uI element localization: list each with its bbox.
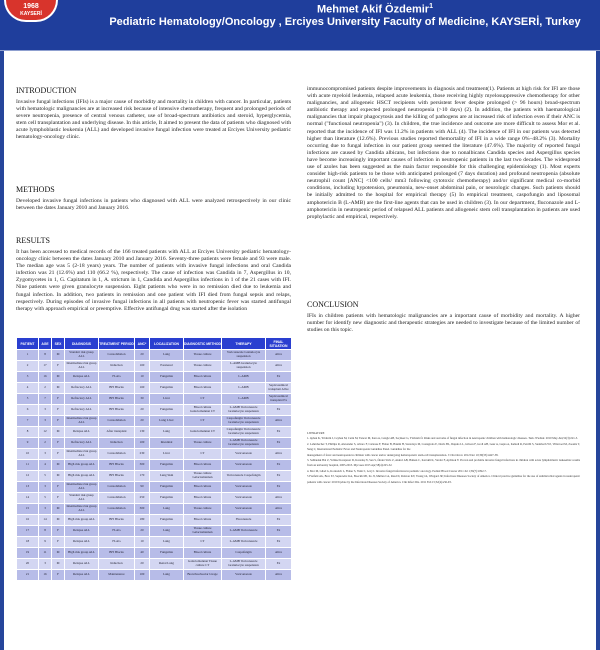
- table-cell: Alive: [266, 350, 292, 361]
- table-cell: High risk group ALL: [65, 548, 99, 559]
- table-row: [17, 449, 292, 460]
- table-cell: Alive: [266, 449, 292, 460]
- table-row: [17, 537, 292, 548]
- table-cell: Renal Lung: [150, 559, 184, 570]
- table-cell: High risk group ALL: [65, 460, 99, 471]
- table-cell: 3: [39, 405, 52, 416]
- introduction-heading: INTRODUCTION: [16, 86, 77, 95]
- author-name: Mehmet Akif Özdemir: [317, 3, 430, 16]
- table-cell: L-AMB Voriconazole: [222, 526, 266, 537]
- table-cell: Fungemia: [150, 460, 184, 471]
- table-cell: BFI Blocks: [99, 460, 135, 471]
- table-cell: Induction: [99, 438, 135, 449]
- table-cell: High risk group ALL: [65, 471, 99, 482]
- table-cell: 12: [17, 471, 39, 482]
- right-border: [596, 51, 600, 650]
- table-cell: Fungemia: [150, 405, 184, 416]
- table-cell: 2: [39, 438, 52, 449]
- table-cell: 10: [17, 449, 39, 460]
- table-cell: Blood culture: [184, 460, 222, 471]
- table-cell: Fungemia: [150, 493, 184, 504]
- table-cell: F: [52, 526, 65, 537]
- table-cell: CT: [184, 449, 222, 460]
- table-cell: FLAG: [99, 537, 135, 548]
- table-cell: Fluconazole: [222, 515, 266, 526]
- table-cell: Alive: [266, 570, 292, 581]
- table-cell: Alive: [266, 548, 292, 559]
- table-cell: Relapse ALL: [65, 372, 99, 383]
- table-cell: 11: [39, 548, 52, 559]
- table-cell: 7: [17, 416, 39, 427]
- reference-item: 2. Lehrnbecher T, Phillips R, Alexander S, Alvaro F, Carlesse F, Fisher B, Hakim H, Santolaya M, Castagnola E, Davis BL, Dupuis LL, Gibson F, Groll AH, Gaur A, Gupta A, Kebudi R, Petrilli S, Steinbach WJ, Villarroel M, Zaoutis T, Sung L; International Pediatric Fever and Neutropenia Guideline Panel. Guideline for the: [307, 441, 580, 452]
- right-column: [307, 86, 580, 221]
- table-cell: Tissue culture Galactomannan: [184, 471, 222, 482]
- table-cell: L-AMB: [222, 383, 266, 394]
- table-cell: CT: [184, 416, 222, 427]
- table-row: [17, 405, 292, 416]
- table-header-cell: TREATMENT PERIOD: [99, 338, 135, 350]
- table-cell: Caspofungin Voriconazole Granulocyte suspension: [222, 416, 266, 427]
- table-cell: Ex: [266, 372, 292, 383]
- patient-table-wrapper: [16, 337, 291, 581]
- table-cell: L-AMB: [222, 394, 266, 405]
- table-cell: Intermediate risk group ALL: [65, 416, 99, 427]
- table-cell: 2: [39, 383, 52, 394]
- table-cell: 8: [17, 427, 39, 438]
- table-cell: Ex: [266, 526, 292, 537]
- table-cell: Consolidation: [99, 493, 135, 504]
- table-cell: L-AMB Voriconazole Granulocyte suspension: [222, 438, 266, 449]
- table-cell: Induction: [99, 559, 135, 570]
- table-cell: BFI Blocks: [99, 394, 135, 405]
- table-cell: F: [52, 416, 65, 427]
- table-cell: 11: [17, 460, 39, 471]
- table-cell: 2: [17, 361, 39, 372]
- table-cell: Lung: [150, 427, 184, 438]
- table-cell: 4: [39, 460, 52, 471]
- table-cell: BFI Blocks: [99, 471, 135, 482]
- table-cell: 3: [39, 449, 52, 460]
- table-cell: Lung: [150, 350, 184, 361]
- table-cell: Blood culture: [184, 515, 222, 526]
- table-cell: 13: [17, 482, 39, 493]
- table-cell: High risk group ALL: [65, 515, 99, 526]
- table-cell: 3: [39, 559, 52, 570]
- table-cell: 5: [17, 394, 39, 405]
- table-cell: Relapse ALL: [65, 526, 99, 537]
- table-cell: 180: [135, 515, 150, 526]
- table-cell: Galactomannan Tissue culture CT: [184, 559, 222, 570]
- poster-header: [0, 0, 600, 50]
- table-cell: Tissue culture: [184, 504, 222, 515]
- reference-item: 4. Mor M, Gilad G, Kornreich L, Fisher S, Yaniv I, Levy I. Invasive fungal infections in pediatric oncology. Pediatr Blood Cancer 2011 Jul 1;56(7):1092-7.: [307, 468, 487, 473]
- table-cell: 3: [39, 504, 52, 515]
- table-cell: 10: [135, 372, 150, 383]
- table-row: [17, 350, 292, 361]
- table-cell: 20: [135, 350, 150, 361]
- table-header-cell: PATIENT: [17, 338, 39, 350]
- table-cell: 20: [17, 559, 39, 570]
- table-cell: 19: [17, 548, 39, 559]
- table-cell: Ex: [266, 559, 292, 570]
- table-cell: 16: [39, 372, 52, 383]
- table-cell: CT: [184, 537, 222, 548]
- methods-section: [16, 185, 291, 212]
- table-cell: F: [52, 449, 65, 460]
- table-cell: L-AMB Voriconazole Granulocyte suspension: [222, 405, 266, 416]
- table-cell: F: [52, 361, 65, 372]
- table-body: [17, 350, 292, 581]
- table-cell: 230: [135, 449, 150, 460]
- introduction-text: Invasive fungal infections (IFIs) is a major cause of morbidity and mortality in children with cancer. In particular, patients with hematologic malignancies are at increased risk because of intensive chemotherapy, frequent and prolonged periods of severe neutropenia, presence of central venous catheter, use of broad-spectrum antibiotics and steroid, hyperglycemia, stem cell transplantation and underlying disease. In this article, It aimed to present the data of patients who diagnosed with acute lymphoblastic leukemia (ALL) and developed invasive fungal infection were treated at Erciyes University pediatric hematology-oncology clinic.: [16, 99, 291, 141]
- table-cell: 160: [135, 383, 150, 394]
- discussion-text: immunocompromised patients despite improvements in diagnosis and treatment(1). Patients at high risk for IFI are those with acute myeloid leukemia, relapsed acute leukemia, those receiving highly myelosuppressive chemotherapy for other malignancies, and allogeneic HSCT recipients with persistent fever despite prolonged (> 96 hours) broad-spectrum antibiotic therapy and expected prolonged neutropenia (>10 days) (2). In addition, the patients with haematological malignancies that impair phagocytosis and the killing of pathogens are at increased risk of infection even if their ANC is normal ("functional neutropenia") (3). In children, the true incidence and outcome are more difficult to assess Mor et al. reported that the incidence of IFI was 11.2% in patients with ALL (4). The incidence of IFI in our patients was detected higher than literature (12.6%). Previous studies reported themortality of IFI in a wide range 0%–48.2% (3). Mortality occurring due to fungal infection in our patient group seemed the literature (47.6%). The majority of reported fungal infections are caused by Candida albicans, but infections due to nonalbicans Candida species and Aspergillus species have become increasingly important causes of infection in neutropenic patients in the last two decades. The widespread use of azoles has been suggested as the main factor responsible for this challenging epidemiology (1). Most experts consider high-risk patients to be those with anticipated prolonged (7 days duration) and profound neutropenia (absolute neutrophil count [ANC] <100 cells/ mm3 following cytotoxic chemotherapy) and/or significant medical co-morbid conditions, including hypotension, pneumonia, new-onset abdominal pain, or neurologic changes. Such patients should be initially admitted to the hospital for empirical therapy (5) In empirical treatment, caspofungin and liposomal amphotericin B (L-AMB) are the first-line agents that can be used in children (3). In our department, fluconazole and L-amphotericin in neutropenic period of relapsed ALL patients and allogeneic stem cell transplantation in patients are used prophylactic and empirical, respectively.: [307, 86, 580, 220]
- table-cell: M: [52, 372, 65, 383]
- results-section: [16, 236, 291, 313]
- table-cell: Lung: [150, 526, 184, 537]
- left-border: [0, 51, 4, 650]
- table-cell: BFI Blocks: [99, 405, 135, 416]
- table-row: [17, 416, 292, 427]
- table-cell: Galactomannan CT: [184, 427, 222, 438]
- table-cell: Ex: [266, 460, 292, 471]
- table-cell: Lung: [150, 570, 184, 581]
- table-cell: Caspofungin: [222, 548, 266, 559]
- table-cell: M: [52, 383, 65, 394]
- table-cell: M: [52, 460, 65, 471]
- patient-table: [16, 337, 292, 581]
- table-cell: Fungemia: [150, 515, 184, 526]
- table-row: [17, 383, 292, 394]
- table-cell: CT: [184, 394, 222, 405]
- table-cell: 300: [135, 460, 150, 471]
- table-cell: Relapse ALL: [65, 559, 99, 570]
- table-cell: Standart risk group ALL: [65, 350, 99, 361]
- table-cell: Relapse ALL: [65, 537, 99, 548]
- table-cell: Blood culture: [184, 372, 222, 383]
- table-cell: 5: [39, 493, 52, 504]
- reference-item: 1. Ayhan K, Yıldırım I, Ceyhan M, Cetin M, Tuncer M, Kara A, Cengiz AB, Seçmeer G, Yıldırım Ö. Risks and outcome of fungal infection in neutropenic children with hematologic diseases. Turk J Pediatr. 2010 May-Jun;52(3):221-3.: [307, 436, 578, 441]
- table-cell: L-AMB Voriconazole: [222, 537, 266, 548]
- table-cell: Tissue culture Galactomannan: [184, 526, 222, 537]
- table-header-cell: THERAPY: [222, 338, 266, 350]
- logo-year: 1968: [23, 3, 39, 10]
- table-cell: BFI Blocks: [99, 548, 135, 559]
- table-cell: F: [52, 537, 65, 548]
- table-cell: Refractory ALL: [65, 438, 99, 449]
- table-cell: 16: [17, 515, 39, 526]
- table-cell: 9: [17, 438, 39, 449]
- table-cell: FLAG: [99, 372, 135, 383]
- table-cell: Lung: [150, 537, 184, 548]
- table-cell: Tissue culture: [184, 438, 222, 449]
- table-cell: Blood culture: [184, 482, 222, 493]
- table-cell: Alive: [266, 361, 292, 372]
- reference-item: 3. Sahbudak Bal Z, Yılmaz Karapınar D, Karadaş N, Sen S, Önder Sivis Z, Akinci AB, Balkan C, Kavakli K, Vardar F, Aydinok Y. Proven and probable invasive fungal infections in children with acute lymphoblastic leukaemia: results from an university hospital, 2005-2013. Mycoses 2015 Apr;58(4):225-32.: [307, 458, 580, 468]
- table-header-cell: AGE: [39, 338, 52, 350]
- table-cell: 30: [135, 394, 150, 405]
- table-row: [17, 548, 292, 559]
- table-cell: 20: [135, 416, 150, 427]
- conclusion-text: IFIs in children patients with hematologic malignancies are a important cause of morbidity and mortality. A higher number for identify new diagnostic and therapeutic strategies are needed to investigate because of the limited number of studies on this topic.: [307, 313, 580, 334]
- header-divider: [0, 50, 600, 51]
- table-cell: Intermediate risk group ALL: [65, 449, 99, 460]
- table-cell: M: [52, 427, 65, 438]
- table-cell: FLAG: [99, 526, 135, 537]
- table-row: [17, 460, 292, 471]
- table-cell: 6: [17, 405, 39, 416]
- table-cell: Intermediate risk group ALL: [65, 482, 99, 493]
- table-cell: Voriconazole: [222, 504, 266, 515]
- table-cell: 17: [17, 526, 39, 537]
- results-text: It has been accessed to medical records of the 166 treated patients with ALL at Erciyes University pediatric hematology-oncology clinic between the dates January 2010 and January 2016. Seventy-three patients were female and 93 were male. The median age was 5 (2-18 years) years. The number of patients with invasive fungal infections and oral Candida infection was 21 (12.6%) and 110 (66.2 %), respectively. The cause of infection was Candida in 7, Aspergillus in 10, Zygomycetes in 1, G. Capitatum in 1, A. strictum in 1, Candida and Aspergillus infections in 1 of the 21 cases with IFI. Nine patients were given granulocyte suspension. Eight patients who were in no remission died due to leukemia and fungal infection. In addition, two patients in remission and one patient with IFI died from fungal sepsis and relaps, respectively. During episodes of invasive fungal infections in all patients with neutropenic fever was started antifungal therapy with approach empirical or preemptive. Effective antifungal drug was started after the isolation: [16, 249, 291, 312]
- table-cell: Bronchoalveolar lavage: [184, 570, 222, 581]
- table-cell: Consolidation: [99, 350, 135, 361]
- table-cell: Blood culture: [184, 548, 222, 559]
- table-row: [17, 394, 292, 405]
- table-cell: Voriconazole: [222, 570, 266, 581]
- table-cell: Relapse ALL: [65, 427, 99, 438]
- literature-heading: LITERATURE: [307, 431, 325, 435]
- left-column: [16, 86, 291, 142]
- table-header-row: [17, 338, 292, 350]
- table-cell: 1: [17, 350, 39, 361]
- table-cell: 3: [39, 482, 52, 493]
- conclusion-section: [307, 300, 580, 334]
- table-cell: M: [52, 504, 65, 515]
- table-cell: Lung: [150, 504, 184, 515]
- table-cell: F: [52, 570, 65, 581]
- table-cell: Ex: [266, 471, 292, 482]
- table-cell: Consolidation: [99, 504, 135, 515]
- table-cell: M: [52, 350, 65, 361]
- table-cell: 18: [17, 537, 39, 548]
- table-cell: Voriconazole: [222, 493, 266, 504]
- table-cell: 7: [39, 394, 52, 405]
- table-cell: Alive: [266, 416, 292, 427]
- table-header-cell: DIAGNOSIS: [65, 338, 99, 350]
- table-cell: 8: [39, 526, 52, 537]
- table-row: [17, 361, 292, 372]
- table-cell: F: [52, 394, 65, 405]
- table-cell: Consolidation: [99, 482, 135, 493]
- table-cell: Consolidation: [99, 416, 135, 427]
- table-cell: Paranasal: [150, 361, 184, 372]
- table-cell: 14: [39, 515, 52, 526]
- table-cell: Liver: [150, 394, 184, 405]
- table-cell: 5: [39, 471, 52, 482]
- table-cell: Fungemia: [150, 482, 184, 493]
- table-cell: L-AMB: [222, 372, 266, 383]
- table-row: [17, 471, 292, 482]
- table-header-cell: SEX: [52, 338, 65, 350]
- table-row: [17, 427, 292, 438]
- table-cell: M: [52, 559, 65, 570]
- table-header-cell: LOCALIZATION: [150, 338, 184, 350]
- table-cell: M: [52, 515, 65, 526]
- table-cell: Voriconazole: [222, 449, 266, 460]
- table-cell: 3: [17, 372, 39, 383]
- table-cell: Intermediate risk group ALL: [65, 361, 99, 372]
- table-cell: 40: [135, 548, 150, 559]
- table-cell: F: [52, 493, 65, 504]
- table-row: [17, 493, 292, 504]
- table-cell: 100: [135, 570, 150, 581]
- table-header-cell: FINAL SITUATION: [266, 338, 292, 350]
- literature-section: [307, 431, 580, 485]
- table-row: [17, 526, 292, 537]
- affiliation: Pediatric Hematology/Oncology , Erciyes University Faculty of Medicine, KAYSERİ, Turkey: [109, 16, 581, 28]
- table-cell: Blood culture: [184, 493, 222, 504]
- table-cell: 130: [135, 427, 150, 438]
- table-cell: Voriconazole Caspofungin: [222, 471, 266, 482]
- table-cell: 10: [135, 537, 150, 548]
- table-cell: Blood culture: [184, 383, 222, 394]
- table-cell: Ex: [266, 537, 292, 548]
- table-cell: 4: [17, 383, 39, 394]
- table-cell: Intermediate risk group ALL: [65, 504, 99, 515]
- table-cell: Tissue culture: [184, 361, 222, 372]
- table-row: [17, 559, 292, 570]
- table-cell: Consolidation: [99, 449, 135, 460]
- table-cell: Lung Skin: [150, 471, 184, 482]
- methods-text: Developed invasive fungal infections in patients who diagnosed with ALL were analyzed retrospectively in our clinic between the dates January 2010 and January 2016.: [16, 198, 291, 212]
- table-cell: F: [52, 405, 65, 416]
- table-cell: 17: [39, 361, 52, 372]
- reference-list: [307, 436, 580, 485]
- table-cell: 160: [135, 361, 150, 372]
- table-cell: Septicotemical transplant Alive: [266, 383, 292, 394]
- table-cell: 170: [135, 471, 150, 482]
- table-cell: 14: [17, 493, 39, 504]
- table-cell: Caspofungin Voriconazole Granulocyte suspension: [222, 427, 266, 438]
- table-cell: Blood culture Galactomannan CT: [184, 405, 222, 416]
- table-cell: 100: [135, 438, 150, 449]
- table-cell: BFI Blocks: [99, 515, 135, 526]
- table-cell: Septicotemical transplant Ex: [266, 394, 292, 405]
- table-cell: Relapse ALL: [65, 570, 99, 581]
- table-cell: Induction: [99, 361, 135, 372]
- results-heading: RESULTS: [16, 236, 50, 245]
- table-cell: F: [52, 482, 65, 493]
- table-cell: 21: [17, 570, 39, 581]
- table-row: [17, 438, 292, 449]
- table-row: [17, 504, 292, 515]
- table-cell: 12: [39, 427, 52, 438]
- table-cell: 300: [135, 504, 150, 515]
- methods-heading: METHODS: [16, 185, 55, 194]
- table-cell: Ex: [266, 438, 292, 449]
- table-cell: M: [52, 471, 65, 482]
- table-cell: 20: [135, 526, 150, 537]
- table-cell: Refractory ALL: [65, 394, 99, 405]
- table-cell: Fungemia: [150, 383, 184, 394]
- table-cell: 8: [39, 350, 52, 361]
- table-cell: L-AMB Voriconazole Granulocyte suspension: [222, 559, 266, 570]
- table-cell: Maintenance: [99, 570, 135, 581]
- table-cell: 16: [39, 570, 52, 581]
- table-cell: Refractory ALL: [65, 383, 99, 394]
- table-cell: Alive: [266, 493, 292, 504]
- table-row: [17, 372, 292, 383]
- reference-item: management of fever and neutropenia in children with cancer and/or undergoing hematopoietic stem-cell transplantation. J Clin Oncol. 2012 Dec 10;30(35):4427-38.: [307, 452, 499, 457]
- table-cell: Standart risk group ALL: [65, 493, 99, 504]
- table-cell: Voriconazole: [222, 482, 266, 493]
- conclusion-heading: CONCLUSION: [307, 300, 359, 309]
- table-cell: 15: [17, 504, 39, 515]
- table-row: [17, 515, 292, 526]
- table-cell: Alive: [266, 504, 292, 515]
- table-cell: Liver: [150, 449, 184, 460]
- table-cell: Voriconazole Granulocyte suspension: [222, 350, 266, 361]
- table-cell: 3: [39, 416, 52, 427]
- table-cell: Ex: [266, 482, 292, 493]
- table-cell: 20: [135, 559, 150, 570]
- table-cell: 20: [135, 405, 150, 416]
- table-cell: Fungemia: [150, 372, 184, 383]
- table-cell: BFI Blocks: [99, 383, 135, 394]
- table-cell: After transplant: [99, 427, 135, 438]
- table-cell: L-AMB Granulocyte suspension: [222, 361, 266, 372]
- table-row: [17, 570, 292, 581]
- author-superscript: 1: [429, 3, 433, 10]
- table-cell: F: [52, 438, 65, 449]
- table-header-cell: DIAGNOSTIC METHOD: [184, 338, 222, 350]
- table-cell: Tissue culture: [184, 350, 222, 361]
- table-cell: 90: [135, 482, 150, 493]
- table-cell: 250: [135, 493, 150, 504]
- table-cell: Ex: [266, 515, 292, 526]
- table-cell: 9: [39, 537, 52, 548]
- table-header-cell: ANC*: [135, 338, 150, 350]
- table-row: [17, 482, 292, 493]
- table-cell: Ex: [266, 405, 292, 416]
- logo-city: KAYSERİ: [20, 11, 42, 17]
- table-cell: Ex: [266, 427, 292, 438]
- table-cell: Lung Liver: [150, 416, 184, 427]
- table-cell: Intestinal: [150, 438, 184, 449]
- table-cell: M: [52, 548, 65, 559]
- reference-item: 5 Freifeld AG, Bow EJ, Sepkowitz KA, Boeckh MJ, Ito JI, Mullen CA, Raad II, Rolston KV, Young JA, Wingard JR; Infectious Diseases Society of America. Clinical practice guideline for the use of antimicrobial agents in neutropenic patients with cancer: 2010 Update by the Infectious Diseases Society of America. Clin Infect Dis. 2011 Feb 15;52(4):e56-93.: [307, 474, 580, 484]
- table-cell: Voriconazole: [222, 460, 266, 471]
- table-cell: Fungemia: [150, 548, 184, 559]
- table-cell: Refractory ALL: [65, 405, 99, 416]
